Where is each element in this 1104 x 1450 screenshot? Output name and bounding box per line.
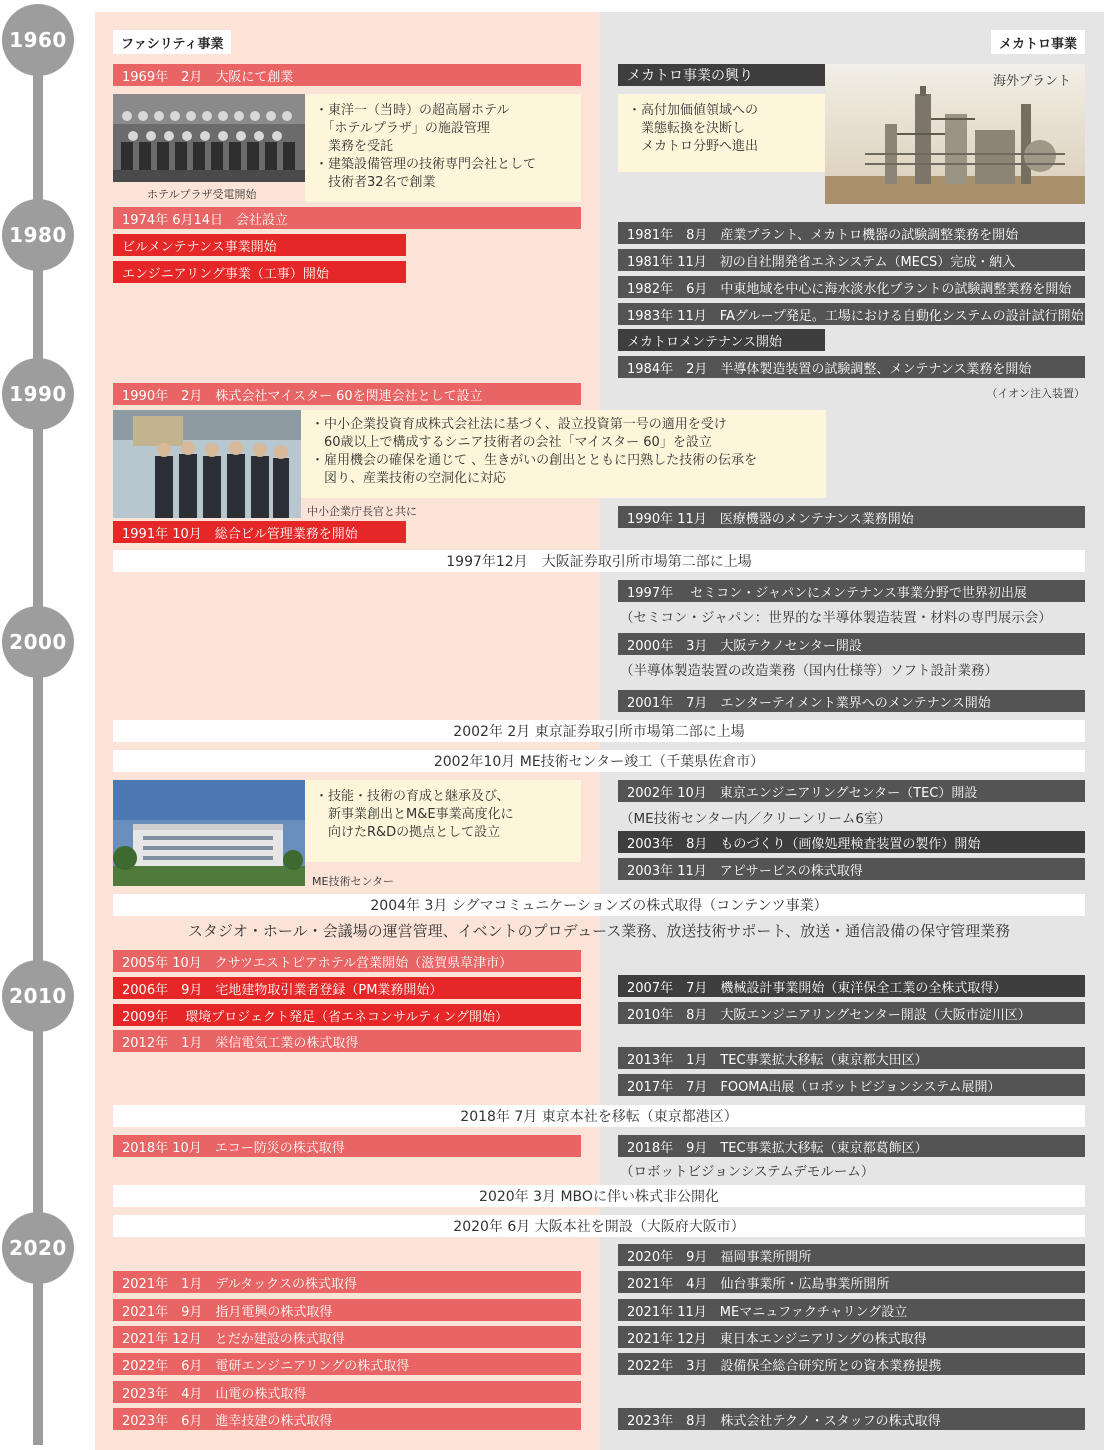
callout-line: 新事業創出とM&E事業高度化に xyxy=(315,807,514,822)
me-center-photo xyxy=(113,780,305,886)
timeline-event: 2021年 11月 MEマニュファクチャリング設立 xyxy=(618,1299,1085,1321)
callout-line: ・高付加価値領域への xyxy=(628,103,759,118)
timeline-event: 2018年 9月 TEC事業拡大移転（東京都葛飾区） xyxy=(618,1135,1085,1157)
tokyo-hq-move: 2018年 7月 東京本社を移転（東京都港区） xyxy=(113,1105,1085,1127)
callout-line: ・技能・技術の育成と継承及び、 xyxy=(315,789,510,804)
timeline-event: 2006年 9月 宅地建物取引業者登録（PM業務開始） xyxy=(113,977,581,999)
timeline-event: 1981年 8月 産業プラント、メカトロ機器の試験調整業務を開始 xyxy=(618,222,1085,244)
timeline-event: 2003年 11月 アピサービスの株式取得 xyxy=(618,858,1085,880)
timeline-event: 2000年 3月 大阪テクノセンター開設 xyxy=(618,633,1085,655)
company-established: 1974年 6月14日 会社設立 xyxy=(113,207,581,229)
timeline-event: 2018年 10月 エコー防災の株式取得 xyxy=(113,1135,581,1157)
timeline-event: 2021年 1月 デルタックスの株式取得 xyxy=(113,1271,581,1293)
sigma-acquisition: 2004年 3月 シグマコミュニケーションズの株式取得（コンテンツ事業） xyxy=(113,894,1085,916)
callout-line: メカトロ分野へ進出 xyxy=(628,139,759,154)
sigma-description: スタジオ・ホール・会議場の運営管理、イベントのプロデュース業務、放送技術サポート、放送・通信設備の保守管理業務 xyxy=(187,922,1011,940)
tokyo-listing: 2002年 2月 東京証券取引所市場第二部に上場 xyxy=(113,720,1085,742)
facility-business-label: ファシリティ事業 xyxy=(113,30,231,54)
timeline-event: 1997年 セミコン・ジャパンにメンテナンス事業分野で世界初出展 xyxy=(618,580,1085,602)
building-management-start: 1991年 10月 総合ビル管理業務を開始 xyxy=(113,521,406,543)
callout-line: 向けたR&Dの拠点として設立 xyxy=(315,825,501,840)
timeline-event: 2021年 9月 指月電興の株式取得 xyxy=(113,1299,581,1321)
timeline-event: 2023年 4月 山電の株式取得 xyxy=(113,1381,581,1403)
timeline-event: 1984年 2月 半導体製造装置の試験調整、メンテナンス業務を開始 xyxy=(618,356,1085,378)
hotel-plaza-photo xyxy=(113,94,305,182)
callout-line: 業務を受託 xyxy=(315,139,394,154)
meister-founding: 1990年 2月 株式会社マイスター 60を関連会社として設立 xyxy=(113,383,581,405)
timeline-event: 2021年 12月 とだか建設の株式取得 xyxy=(113,1326,581,1348)
semicon-note: （セミコン・ジャパン：世界的な半導体製造装置・材料の専門展示会） xyxy=(620,610,1052,626)
founding-event: 1969年 2月 大阪にて創業 xyxy=(113,64,581,86)
timeline-event: 1983年 11月 FAグループ発足。工場における自動化システムの設計試行開始 xyxy=(618,303,1085,325)
timeline-event: 2017年 7月 FOOMA出展（ロボットビジョンシステム展開） xyxy=(618,1074,1085,1096)
mechatro-callout xyxy=(618,94,825,172)
me-center-completion: 2002年10月 ME技術センター竣工（千葉県佐倉市） xyxy=(113,750,1085,772)
timeline-event: 2023年 6月 進幸技建の株式取得 xyxy=(113,1408,581,1430)
photo-caption: ホテルプラザ受電開始 xyxy=(147,188,257,201)
timeline-event: 2022年 6月 電研エンジニアリングの株式取得 xyxy=(113,1353,581,1375)
timeline-event: 2022年 3月 設備保全総合研究所との資本業務提携 xyxy=(618,1353,1085,1375)
mechatro-rise: メカトロ事業の興り xyxy=(618,64,825,86)
year-marker: 2000 xyxy=(2,606,74,678)
timeline-event: 2007年 7月 機械設計事業開始（東洋保全工業の全株式取得） xyxy=(618,975,1085,997)
photo-caption: ME技術センター xyxy=(312,875,395,888)
timeline-event: 2001年 7月 エンターテイメント業界へのメンテナンス開始 xyxy=(618,690,1085,712)
year-marker: 2010 xyxy=(2,960,74,1032)
callout-line: ・東洋一（当時）の超高層ホテル xyxy=(315,103,510,118)
timeline-event: 2021年 12月 東日本エンジニアリングの株式取得 xyxy=(618,1326,1085,1348)
callout-line: 「ホテルプラザ」の施設管理 xyxy=(315,121,490,136)
year-marker: 1990 xyxy=(2,358,74,430)
callout-line: 60歳以上で構成するシニア技術者の会社「マイスター 60」を設立 xyxy=(311,435,712,450)
photo-caption: 中小企業庁長官と共に xyxy=(307,505,417,518)
techno-note: （半導体製造装置の改造業務（国内仕様等）ソフト設計業務） xyxy=(620,663,998,679)
timeline-event: 2010年 8月 大阪エンジニアリングセンター開設（大阪市淀川区） xyxy=(618,1002,1085,1024)
callout-line: 技術者32名で創業 xyxy=(315,175,436,190)
timeline-event: 1981年 11月 初の自社開発省エネシステム（MECS）完成・納入 xyxy=(618,249,1085,271)
year-marker: 1980 xyxy=(2,199,74,271)
year-marker: 1960 xyxy=(2,4,74,76)
timeline-event: 2023年 8月 株式会社テクノ・スタッフの株式取得 xyxy=(618,1408,1085,1430)
callout-line: ・建築設備管理の技術専門会社として xyxy=(315,157,537,172)
timeline-event: 2002年 10月 東京エンジニアリングセンター（TEC）開設 xyxy=(618,780,1085,802)
building-maintenance-start: ビルメンテナンス事業開始 xyxy=(113,234,406,256)
timeline-event: 2012年 1月 栄信電気工業の株式取得 xyxy=(113,1030,581,1052)
timeline-event: 1990年 11月 医療機器のメンテナンス業務開始 xyxy=(618,506,1085,528)
year-marker: 2020 xyxy=(2,1212,74,1284)
timeline-event: 2005年 10月 クサツエストピアホテル営業開始（滋賀県草津市） xyxy=(113,950,581,972)
me-center-callout xyxy=(305,780,581,862)
mechatro-business-label: メカトロ事業 xyxy=(991,30,1085,54)
callout-line: 図り、産業技術の空洞化に対応 xyxy=(311,471,507,486)
timeline-event: 2003年 8月 ものづくり（画像処理検査装置の製作）開始 xyxy=(618,831,1085,853)
callout-line: 業態転換を決断し xyxy=(628,121,746,136)
callout-line: ・中小企業投資育成株式会社法に基づく、設立投資第一号の適用を受け xyxy=(311,417,727,432)
meister-photo xyxy=(113,410,301,518)
timeline-event: 2021年 4月 仙台事業所・広島事業所開所 xyxy=(618,1271,1085,1293)
meister-callout xyxy=(301,410,826,498)
timeline-event: 2020年 9月 福岡事業所開所 xyxy=(618,1244,1085,1266)
timeline-event: 2013年 1月 TEC事業拡大移転（東京都大田区） xyxy=(618,1047,1085,1069)
mbo-private: 2020年 3月 MBOに伴い株式非公開化 xyxy=(113,1185,1085,1207)
mechatro-maintenance-start: メカトロメンテナンス開始 xyxy=(618,329,825,351)
ion-note: （イオン注入装置） xyxy=(986,387,1085,400)
plant-caption: 海外プラント xyxy=(993,74,1072,89)
tec-note: （ME技術センター内／クリーンリーム6室） xyxy=(620,811,891,827)
timeline-event: 2009年 環境プロジェクト発足（省エネコンサルティング開始） xyxy=(113,1004,581,1026)
osaka-hq-open: 2020年 6月 大阪本社を開設（大阪府大阪市） xyxy=(113,1215,1085,1237)
timeline-event: 1982年 6月 中東地域を中心に海水淡水化プラントの試験調整業務を開始 xyxy=(618,276,1085,298)
osaka-listing: 1997年12月 大阪証券取引所市場第二部に上場 xyxy=(113,550,1085,572)
engineering-start: エンジニアリング事業（工事）開始 xyxy=(113,261,406,283)
callout-line: ・雇用機会の確保を通じて 、生きがいの創出とともに円熟した技術の伝承を xyxy=(311,453,758,468)
robot-note: （ロボットビジョンシステムデモルーム） xyxy=(620,1164,875,1180)
founding-callout xyxy=(305,94,581,202)
